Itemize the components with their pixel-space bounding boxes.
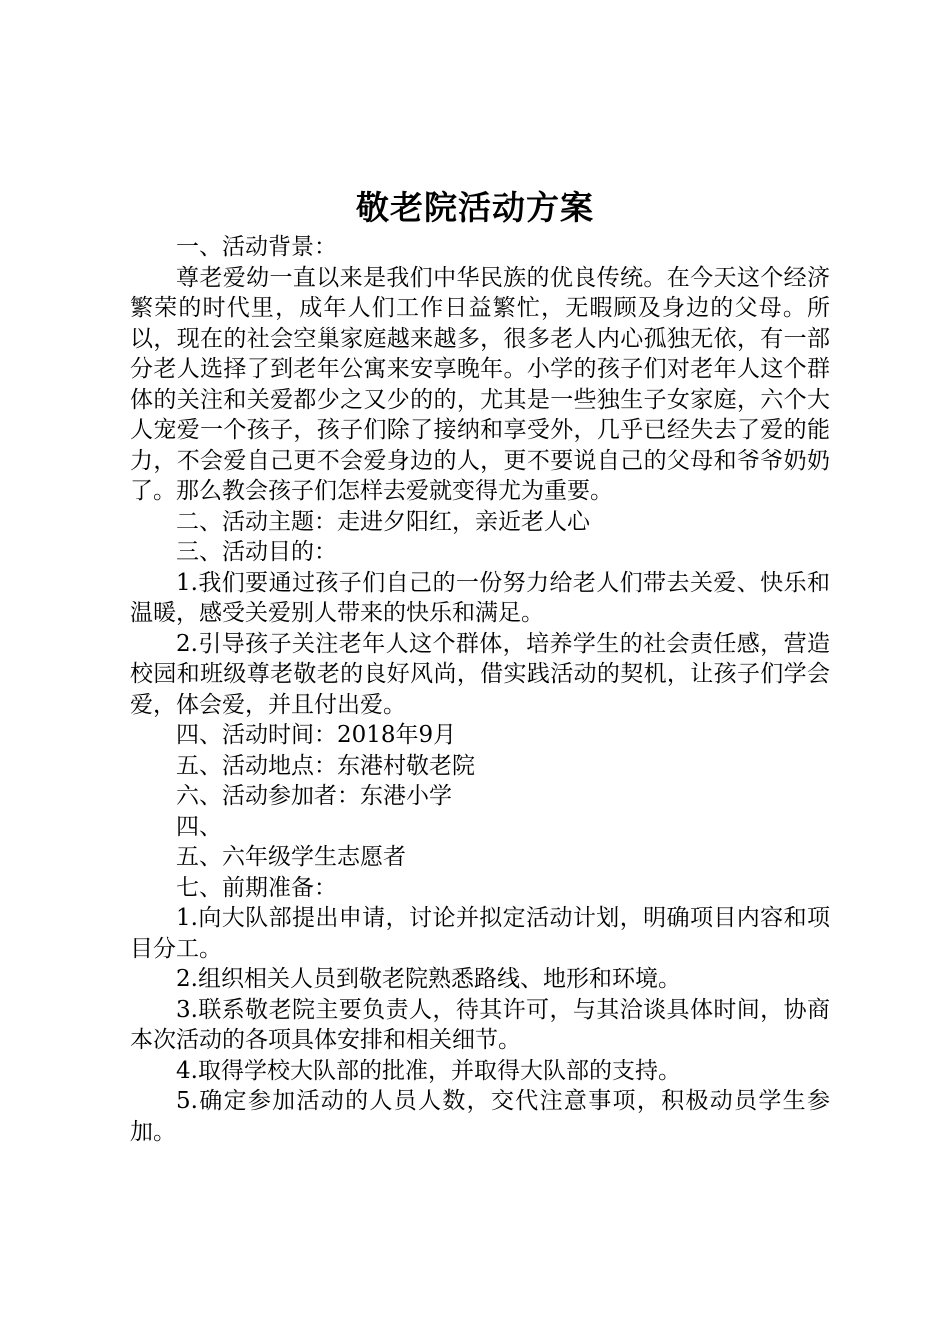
paragraph-purpose-2: 2.引导孩子关注老年人这个群体，培养学生的社会责任感，营造校园和班级尊老敬老的良好风尚，借实践活动的契机，让孩子们学会爱，体会爱，并且付出爱。 <box>130 630 830 718</box>
paragraph-location: 五、活动地点：东港村敬老院 <box>176 752 475 779</box>
document-title: 敬老院活动方案 <box>356 188 594 227</box>
paragraph-preparation-2: 2.组织相关人员到敬老院熟悉路线、地形和环境。 <box>176 966 681 992</box>
paragraph-preparation-4: 4.取得学校大队部的批准，并取得大队部的支持。 <box>176 1057 681 1084</box>
paragraph-preparation-3: 3.联系敬老院主要负责人，待其许可，与其洽谈具体时间，协商本次活动的各项具体安排和相关细节。 <box>130 996 830 1053</box>
paragraph-item-four: 四、 <box>176 813 222 840</box>
paragraph-participants: 六、活动参加者：东港小学 <box>176 783 452 809</box>
paragraph-time: 四、活动时间：2018年9月 <box>176 722 457 748</box>
paragraph-purpose-heading: 三、活动目的： <box>176 539 337 565</box>
paragraph-background-text: 尊老爱幼一直以来是我们中华民族的优良传统。在今天这个经济繁荣的时代里，成年人们工作日益繁忙，无暇顾及身边的父母。所以，现在的社会空巢家庭越来越多，很多老人内心孤独无依，有一部分老人选择了到老年公寓来安享晚年。小学的孩子们对老年人这个群体的关注和关爱都少之又少的的，尤其是一些独生子女家庭，六个大人宠爱一个孩子，孩子们除了接纳和享受外，几乎已经失去了爱的能力，不会爱自己更不会爱身边的人，更不要说自己的父母和爷爷奶奶了。那么教会孩子们怎样去爱就变得尤为重要。 <box>130 264 830 504</box>
document-body <box>130 232 830 1147</box>
paragraph-preparation-5: 5.确定参加活动的人员人数，交代注意事项，积极动员学生参加。 <box>130 1088 830 1145</box>
paragraph-background-heading: 一、活动背景： <box>176 234 337 260</box>
paragraph-theme: 二、活动主题：走进夕阳红，亲近老人心 <box>176 508 590 535</box>
paragraph-preparation-heading: 七、前期准备： <box>176 874 337 901</box>
paragraph-volunteers: 五、六年级学生志愿者 <box>176 844 406 870</box>
paragraph-purpose-1: 1.我们要通过孩子们自己的一份努力给老人们带去关爱、快乐和温暖，感受关爱别人带来的快乐和满足。 <box>130 569 830 626</box>
paragraph-preparation-1: 1.向大队部提出申请，讨论并拟定活动计划，明确项目内容和项目分工。 <box>130 905 830 962</box>
